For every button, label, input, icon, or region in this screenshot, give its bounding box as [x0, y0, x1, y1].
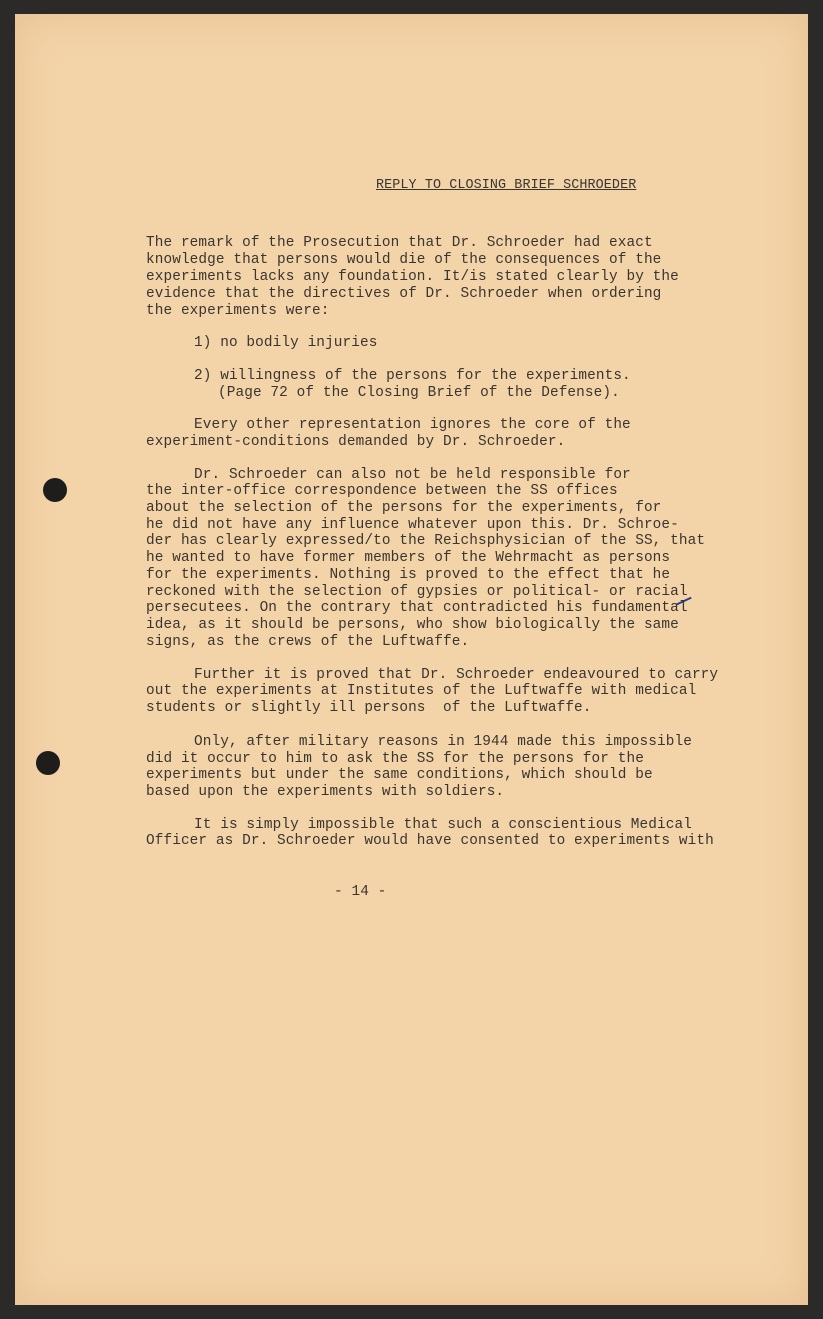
- text-line: the experiments were:: [146, 303, 330, 319]
- text-line: The remark of the Prosecution that Dr. Schroeder had exact: [146, 235, 653, 251]
- page-number: - 14 -: [334, 884, 387, 900]
- text-line: did it occur to him to ask the SS for the persons for the: [146, 751, 644, 767]
- text-line: Further it is proved that Dr. Schroeder endeavoured to carry: [194, 667, 719, 683]
- text-line: students or slightly ill persons of the Luftwaffe.: [146, 700, 592, 716]
- text-line: the inter-office correspondence between the SS offices: [146, 483, 618, 499]
- text-line: Officer as Dr. Schroeder would have consented to experiments with: [146, 833, 714, 849]
- text-line: experiment-conditions demanded by Dr. Schroeder.: [146, 434, 566, 450]
- text-line: for the experiments. Nothing is proved to the effect that he: [146, 567, 671, 583]
- document-title: REPLY TO CLOSING BRIEF SCHROEDER: [376, 178, 637, 193]
- text-line: experiments but under the same conditions, which should be: [146, 767, 653, 783]
- text-line: Every other representation ignores the core of the: [194, 417, 631, 433]
- text-line: (Page 72 of the Closing Brief of the Defense).: [218, 385, 620, 401]
- text-line: signs, as the crews of the Luftwaffe.: [146, 634, 470, 650]
- punch-hole: [36, 751, 60, 775]
- text-line: out the experiments at Institutes of the Luftwaffe with medical: [146, 683, 697, 699]
- punch-hole: [43, 478, 67, 502]
- text-line: he wanted to have former members of the Wehrmacht as persons: [146, 550, 671, 566]
- text-line: based upon the experiments with soldiers.: [146, 784, 505, 800]
- text-line: idea, as it should be persons, who show biologically the same: [146, 617, 679, 633]
- text-line: reckoned with the selection of gypsies or political- or racial: [146, 584, 688, 600]
- text-line: Only, after military reasons in 1944 made this impossible: [194, 734, 692, 750]
- text-line: der has clearly expressed/to the Reichsphysician of the SS, that: [146, 533, 706, 549]
- text-line: Dr. Schroeder can also not be held responsible for: [194, 467, 631, 483]
- text-line: about the selection of the persons for the experiments, for: [146, 500, 662, 516]
- text-line: evidence that the directives of Dr. Schroeder when ordering: [146, 286, 662, 302]
- text-line: knowledge that persons would die of the consequences of the: [146, 252, 662, 268]
- document-page: [15, 14, 808, 1305]
- text-line: he did not have any influence whatever upon this. Dr. Schroe-: [146, 517, 679, 533]
- text-line: 1) no bodily injuries: [194, 335, 378, 351]
- text-line: 2) willingness of the persons for the experiments.: [194, 368, 631, 384]
- text-line: experiments lacks any foundation. It/is stated clearly by the: [146, 269, 679, 285]
- text-line: It is simply impossible that such a conscientious Medical: [194, 817, 692, 833]
- text-line: persecutees. On the contrary that contradicted his fundamental: [146, 600, 688, 616]
